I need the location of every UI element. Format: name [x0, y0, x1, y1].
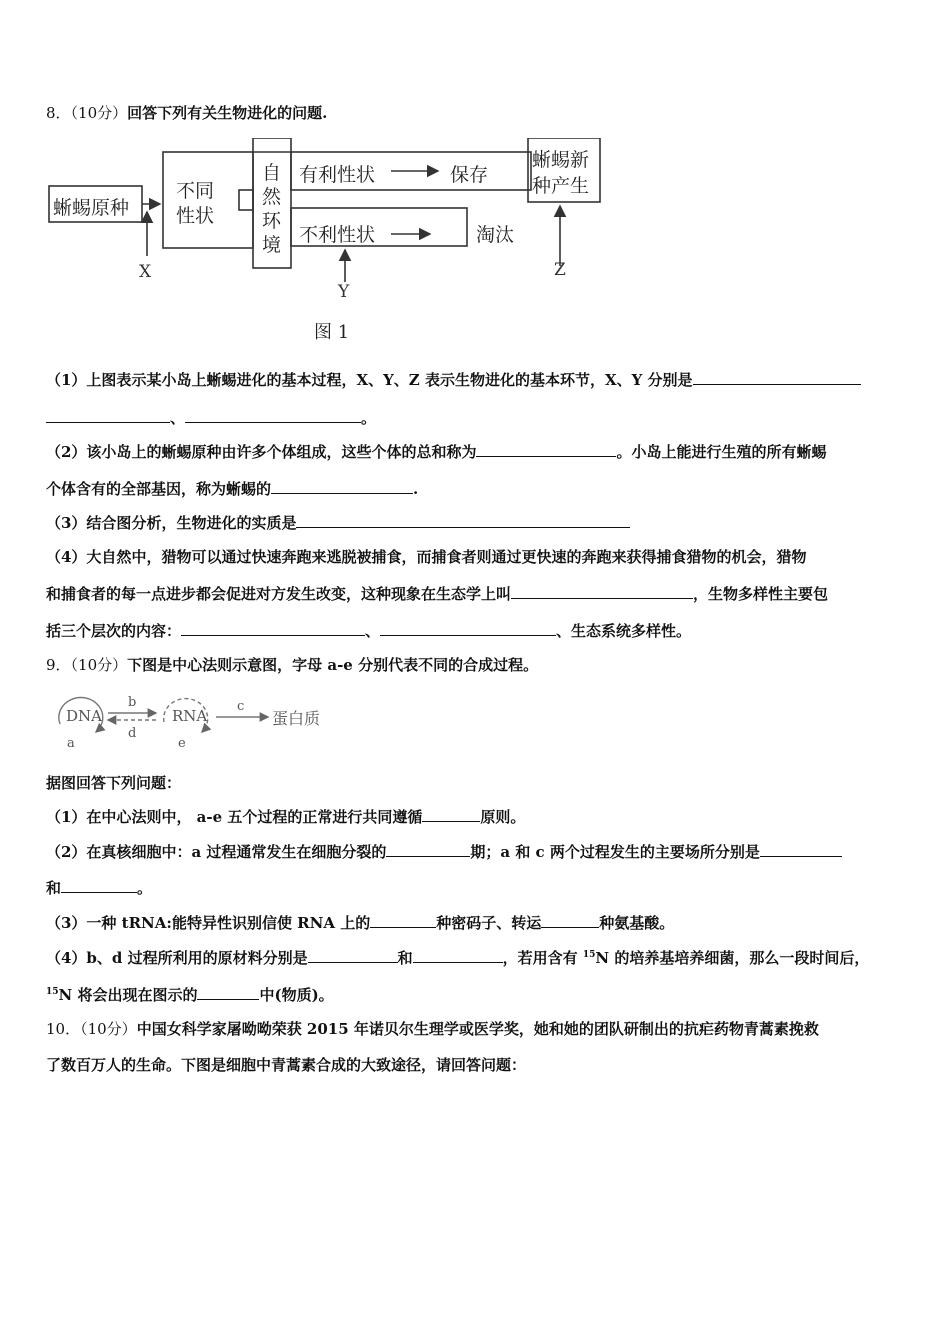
question-8-header: [46, 103, 327, 123]
q8-part2-text: （2）该小岛上的蜥蜴原种由许多个体组成，这些个体的总和称为: [46, 443, 477, 461]
q9-part4-text: （4）b、d 过程所利用的原材料分别是: [46, 949, 308, 967]
answer-blank[interactable]: [760, 841, 842, 857]
answer-blank[interactable]: [308, 947, 398, 963]
protein-label: 蛋白质: [272, 709, 321, 728]
answer-blank[interactable]: [413, 947, 503, 963]
q8-part2-tail: 。小岛上能进行生殖的所有蜥蜴: [616, 443, 827, 461]
separator: 、: [170, 409, 186, 427]
answer-blank[interactable]: [386, 841, 470, 857]
q9-part2b-text: 和: [46, 879, 62, 897]
answer-blank[interactable]: [181, 620, 365, 636]
dna-label: DNA: [66, 707, 102, 725]
q8-part4-text: （4）大自然中，猎物可以通过快速奔跑来逃脱被捕食，而捕食者则通过更快速的奔跑来获得捕食猎物的机会，猎物: [46, 548, 807, 566]
q9-part3: [46, 912, 674, 933]
answer-blank[interactable]: [693, 369, 861, 385]
q9-part4b-end: 中(物质)。: [259, 986, 334, 1004]
answer-blank[interactable]: [185, 407, 361, 423]
answer-blank[interactable]: [511, 583, 693, 599]
q8-part2-line2: [46, 478, 418, 499]
question-10-header: [46, 1019, 819, 1039]
keep-label: 保存: [450, 164, 489, 186]
answer-blank[interactable]: [61, 877, 137, 893]
q10-line2: 了数百万人的生命。下图是细胞中青蒿素合成的大致途径，请回答问题：: [46, 1056, 527, 1074]
period: 。: [361, 409, 377, 427]
origin-label: 蜥蜴原种: [53, 197, 130, 219]
q8-part1-line1: [46, 369, 861, 390]
q8-part4b-text: 和捕食者的每一点进步都会促进对方发生改变，这种现象在生态学上叫: [46, 585, 512, 603]
q9-part4b-text: N 将会出现在图示的: [58, 986, 198, 1004]
q8-part1-line2: [46, 407, 376, 428]
q9-part1-end: 原则。: [480, 808, 526, 826]
question-number: 9．: [46, 656, 71, 674]
answer-blank[interactable]: [476, 441, 616, 457]
question-title: 下图是中心法则示意图，字母 a-e 分别代表不同的合成过程。: [127, 656, 539, 674]
question-title: 中国女科学家屠呦呦荣获 2015 年诺贝尔生理学或医学奖，她和她的团队研制出的抗疟药物青蒿素挽救: [136, 1020, 819, 1038]
q9-part4-tail: N 的培养基培养细菌，那么一段时间后，: [595, 949, 870, 967]
label-z: Z: [554, 260, 566, 280]
label-x: X: [139, 262, 152, 282]
q9-part2-line2: [46, 877, 152, 898]
q8-part2b-text: 个体含有的全部基因，称为蜥蜴的: [46, 480, 272, 498]
traits-label-2: 性状: [176, 205, 215, 227]
q9-part1: [46, 806, 525, 827]
question-title: 回答下列有关生物进化的问题.: [127, 104, 328, 122]
q8-part3: [46, 512, 630, 533]
q8-part4-line3: [46, 620, 691, 641]
question-points: （10分）: [70, 104, 128, 122]
q9-intro: 据图回答下列问题：: [46, 774, 182, 792]
q8-part4-line1: [46, 547, 806, 567]
env-label-4: 境: [262, 234, 282, 256]
q8-part4b-tail: ，生物多样性主要包: [693, 585, 829, 603]
q9-part2-text: （2）在真核细胞中：a 过程通常发生在细胞分裂的: [46, 843, 387, 861]
answer-blank[interactable]: [271, 478, 413, 494]
q9-part4-mid: 和: [397, 949, 413, 967]
eliminate-label: 淘汰: [476, 224, 515, 246]
unfavorable-label: 不利性状: [299, 224, 376, 246]
q8-part4c-end: 、生态系统多样性。: [556, 622, 692, 640]
label-a: a: [67, 736, 75, 751]
q9-part2-mid: 期；a 和 c 两个过程发生的主要场所分别是: [470, 843, 760, 861]
q8-part1-text: （1）上图表示某小岛上蜥蜴进化的基本过程，X、Y、Z 表示生物进化的基本环节，X、Y 分别是: [46, 371, 693, 389]
q9-part3-end: 种氨基酸。: [599, 914, 675, 932]
label-y: Y: [338, 282, 350, 302]
q8-part3-text: （3）结合图分析，生物进化的实质是: [46, 514, 297, 532]
answer-blank[interactable]: [380, 620, 556, 636]
rna-label: RNA: [172, 707, 208, 725]
label-e: e: [178, 736, 186, 751]
question-number: 8．: [46, 104, 71, 122]
q8-part4-line2: [46, 583, 828, 604]
isotope-superscript: 15: [46, 987, 59, 997]
question-points: （10分）: [70, 656, 128, 674]
label-b: b: [128, 695, 137, 710]
figure-caption: 图 1: [314, 322, 350, 343]
label-d: d: [128, 726, 137, 741]
separator: 、: [365, 622, 381, 640]
answer-blank[interactable]: [422, 806, 480, 822]
question-points: （10分）: [80, 1020, 137, 1038]
answer-blank[interactable]: [46, 407, 170, 423]
answer-blank[interactable]: [370, 912, 436, 928]
isotope-superscript: 15: [582, 950, 596, 960]
q9-part4-line1: [46, 947, 869, 968]
env-label-2: 然: [262, 186, 282, 208]
env-label-3: 环: [262, 210, 282, 232]
q9-part3-text: （3）一种 tRNA:能特异性识别信使 RNA 上的: [46, 914, 371, 932]
traits-label-1: 不同: [176, 180, 215, 202]
answer-blank[interactable]: [541, 912, 599, 928]
answer-blank[interactable]: [197, 984, 259, 1000]
label-c: c: [237, 699, 245, 714]
period: .: [413, 480, 419, 498]
q8-part2-line1: [46, 441, 826, 462]
q8-part4c-text: 括三个层次的内容：: [46, 622, 182, 640]
question-number: 10．: [46, 1020, 81, 1038]
new-species-label-2: 种产生: [532, 175, 590, 197]
period: 。: [137, 879, 153, 897]
favorable-label: 有利性状: [299, 164, 376, 186]
q9-part1-text: （1）在中心法则中， a-e 五个过程的正常进行共同遵循: [46, 808, 423, 826]
q9-part4-line2: [46, 984, 334, 1005]
evolution-diagram: [46, 138, 606, 348]
env-label-1: 自: [262, 162, 282, 184]
q9-part4-mid2: ，若用含有: [502, 949, 583, 967]
central-dogma-diagram: [46, 692, 346, 754]
question-9-header: [46, 655, 538, 675]
q9-part3-mid: 种密码子、转运: [436, 914, 542, 932]
q9-part2-line1: [46, 841, 842, 862]
new-species-label-1: 蜥蜴新: [532, 149, 590, 171]
answer-blank[interactable]: [296, 512, 630, 528]
